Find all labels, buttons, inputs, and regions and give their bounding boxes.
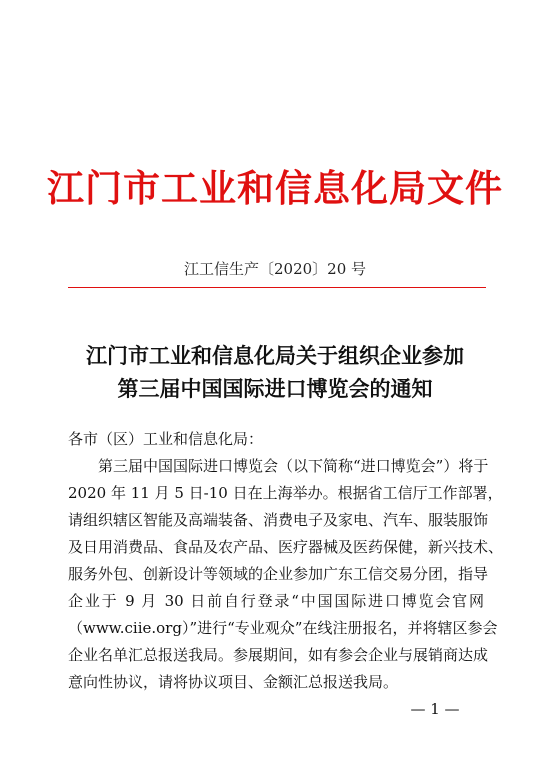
body-line: 及日用消费品、食品及农产品、医疗器械及医药保健，新兴技术、 — [68, 538, 504, 556]
notice-title-line-1: 江门市工业和信息化局关于组织企业参加 — [86, 343, 464, 368]
salutation: 各市（区）工业和信息化局： — [68, 430, 264, 448]
document-header: 江门市工业和信息化局文件 — [47, 166, 503, 210]
body-line: 服务外包、创新设计等领域的企业参加广东工信交易分团，指导 — [68, 565, 489, 583]
body-line: 2020 年 11 月 5 日-10 日在上海举办。根据省工信厅工作部署， — [68, 484, 503, 502]
body-line: 第三届中国国际进口博览会（以下简称“进口博览会”）将于 — [98, 457, 489, 475]
body-line: 意向性协议，请将协议项目、金额汇总报送我局。 — [68, 673, 399, 691]
notice-title-line-2: 第三届中国国际进口博览会的通知 — [117, 376, 433, 401]
page-number: — 1 — — [410, 700, 460, 718]
body-line: 企业名单汇总报送我局。参展期间，如有参会企业与展销商达成 — [68, 646, 489, 664]
body-line: 请组织辖区智能及高端装备、消费电子及家电、汽车、服装服饰 — [68, 511, 489, 529]
body-line: 企业于 9 月 30 日前自行登录“中国国际进口博览会官网 — [68, 592, 484, 610]
body-line: （www.ciie.org）”进行“专业观众”在线注册报名，并将辖区参会 — [68, 619, 498, 637]
header-divider — [68, 287, 486, 288]
document-number: 江工信生产〔2020〕20 号 — [183, 260, 367, 278]
